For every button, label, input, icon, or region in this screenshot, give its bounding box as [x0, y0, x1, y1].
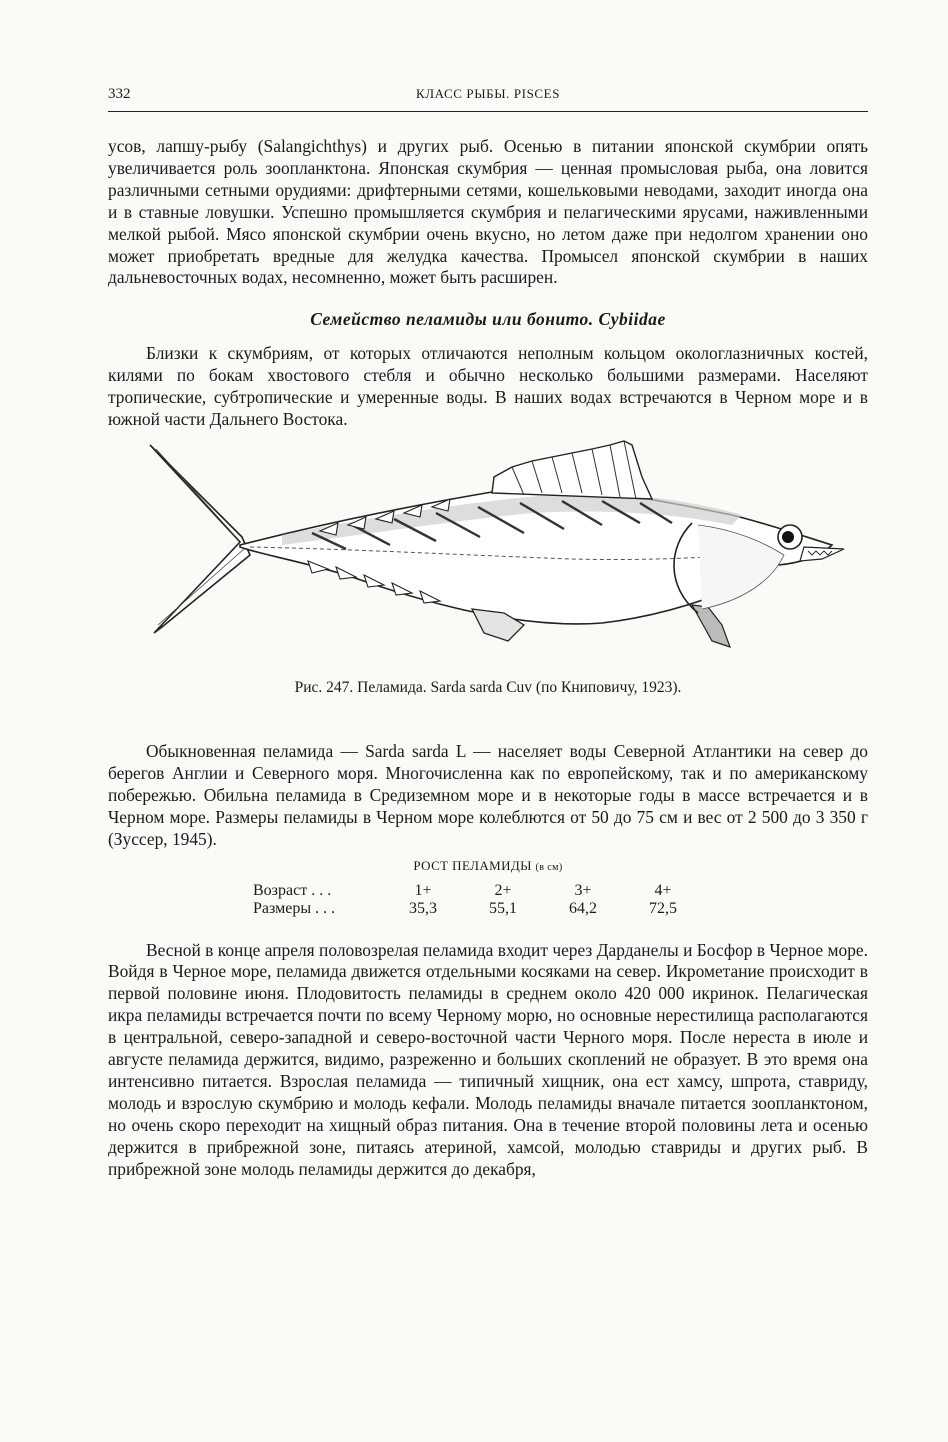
table-cell: 64,2 [569, 899, 597, 917]
figure-bonito [108, 437, 868, 695]
bonito-fish-illustration [132, 437, 852, 695]
table-cell: 1+ [414, 881, 432, 899]
table-cell: 72,5 [649, 899, 677, 917]
running-title: КЛАСС РЫБЫ. PISCES [415, 86, 561, 101]
paragraph-2: Близки к скумбриям, от которых отличаются неполным кольцом окологлазничных костей, килями по бокам хвостового стебля и обычно несколько большими размерами. Населяют тропические, субтропические и умеренные воды. В наших водах встречаются в Черном море и в южной части Дальнего Востока. [108, 343, 868, 430]
growth-table [253, 882, 703, 918]
table-row [253, 900, 703, 918]
row-label-size: Размеры . . . [253, 899, 336, 917]
table-title [108, 858, 868, 874]
page-header [108, 86, 868, 108]
table-cell: 35,3 [409, 899, 437, 917]
figure-caption: Рис. 247. Пеламида. Sarda sarda Cuv (по Книповичу, 1923). [294, 678, 682, 696]
section-heading: Семейство пеламиды или бонито. Cybiidae [310, 309, 666, 330]
header-rule [108, 111, 868, 112]
table-cell: 2+ [494, 881, 512, 899]
row-label-age: Возраст . . . [253, 881, 332, 899]
table-title-text: РОСТ ПЕЛАМИДЫ [413, 857, 532, 873]
table-row [253, 882, 703, 900]
book-page [108, 86, 868, 1180]
table-unit: (в см) [535, 861, 563, 873]
paragraph-4: Весной в конце апреля половозрелая пеламида входит через Дарданелы и Босфор в Черное море. Войдя в Черное море, пеламида движется отдельными косяками на север. Икрометание происходит в первой половине июня. Плодовитость пеламиды в среднем около 420 000 икринок. Пелагическая икра пеламиды встречается почти по всему Черному морю, но основные нерестилища располагаются в центральной, северо-западной и северо-восточной части Черного моря. После нереста в июле и августе пеламида держится, видимо, разреженно и больших скоплений не образует. В это время она интенсивно питается. Взрослая пеламида — типичный хищник, она ест хамсу, шпрота, ставриду, молодь и взрослую скумбрию и молодь кефали. Молодь пеламиды вначале питается зоопланктоном, но очень скоро переходит на хищный образ питания. Она в течение второй половины лета и осенью держится в прибрежной зоне, питаясь атериной, хамсой, молодью ставриды и других рыб. В прибрежной зоне молодь пеламиды держится до декабря, [108, 939, 868, 1179]
page-number: 332 [108, 86, 131, 102]
paragraph-1: усов, лапшу-рыбу (Salangichthys) и других рыб. Осенью в питании японской скумбрии опять увеличивается роль зоопланктона. Японская скумбрия — ценная промысловая рыба, она ловится различными сетными орудиями: дрифтерными сетями, кошельковыми неводами, заходит иногда она и в ставные ловушки. Успешно промышляется скумбрия и пелагическими ярусами, наживленными мелкой рыбой. Мясо японской скумбрии очень вкусно, но летом даже при недолгом хранении оно может приобретать вредные для желудка качества. Промысел японской скумбрии в наших дальневосточных водах, несомненно, может быть расширен. [108, 136, 868, 288]
paragraph-3: Обыкновенная пеламида — Sarda sarda L — населяет воды Северной Атлантики на север до берегов Англии и Северного моря. Многочисленна как по европейскому, так и по американскому побережью. Обильна пеламида в Средиземном море и в некоторые годы в массе встречается и в Черном море. Размеры пеламиды в Черном море колеблются от 50 до 75 см и вес от 2 500 до 3 350 г (Зуссер, 1945). [108, 740, 868, 849]
table-cell: 4+ [654, 881, 672, 899]
table-cell: 3+ [574, 881, 592, 899]
table-cell: 55,1 [489, 899, 517, 917]
